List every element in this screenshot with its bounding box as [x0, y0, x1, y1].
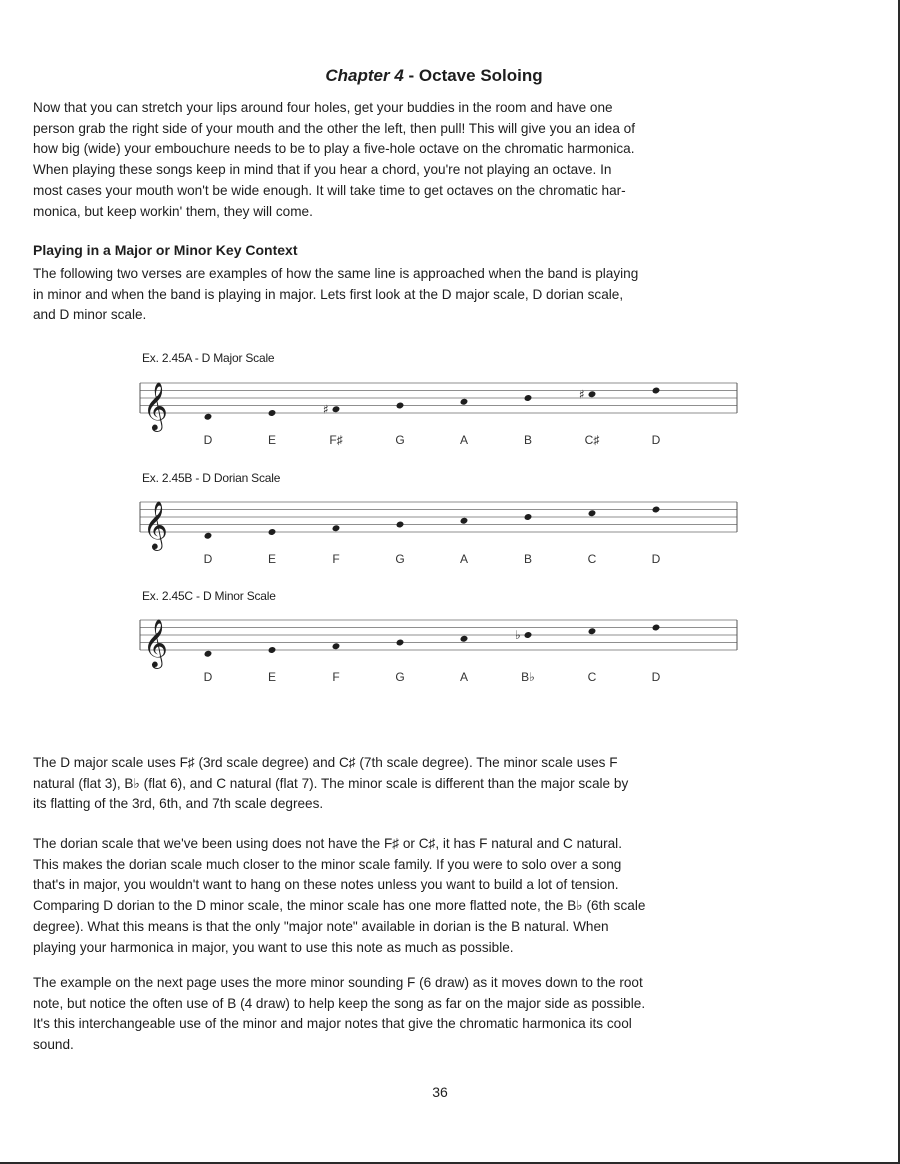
note-label: F♯ [329, 433, 343, 447]
note-head [460, 635, 469, 643]
note-label: A [459, 433, 469, 447]
staff-dorian [140, 494, 740, 569]
note-head [204, 650, 213, 658]
paragraph-line: degree). What this means is that the only "major note" available in dorian is the B natural. When [33, 918, 609, 934]
note-label: B [523, 552, 533, 566]
note-label: D [203, 670, 213, 684]
example-label-dorian: Ex. 2.45B - D Dorian Scale [142, 471, 281, 485]
paragraph-line: note, but notice the often use of B (4 draw) to help keep the song as far on the major side as possible. [33, 995, 646, 1011]
paragraph-line: in minor and when the band is playing in major. Lets first look at the D major scale, D dorian scale, [33, 286, 624, 302]
treble-clef-icon: 𝄞 [143, 381, 168, 430]
note-label: C [587, 670, 597, 684]
staff-major [140, 375, 740, 450]
title-separator: - [403, 66, 419, 85]
paragraph-line: most cases your mouth won't be wide enough. It will take time to get octaves on the chromatic har- [33, 182, 626, 198]
context-paragraph [33, 264, 841, 326]
paragraph-line: its flatting of the 3rd, 6th, and 7th scale degrees. [33, 796, 324, 812]
note-head [652, 506, 661, 514]
note-label: B [523, 433, 533, 447]
next-page-paragraph [33, 973, 841, 1056]
treble-clef-icon: 𝄞 [143, 618, 168, 667]
note-label: A [459, 552, 469, 566]
paragraph-line: that's in major, you wouldn't want to hang on these notes unless you want to build a lot of tension. [33, 877, 619, 893]
page-number: 36 [432, 1084, 448, 1100]
note-head [460, 517, 469, 525]
note-head [396, 402, 405, 410]
paragraph-line: how big (wide) your embouchure needs to be to play a five-hole octave on the chromatic harmonica. [33, 141, 635, 157]
paragraph-line: and D minor scale. [33, 307, 147, 323]
paragraph-line: The dorian scale that we've been using does not have the F♯ or C♯, it has F natural and C natural. [33, 836, 622, 851]
paragraph-line: playing your harmonica in major, you want to use this note as much as possible. [33, 939, 514, 955]
note-head [460, 398, 469, 406]
note-label: G [395, 433, 405, 447]
note-head [268, 528, 277, 536]
note-head [332, 642, 341, 650]
note-label: D [651, 433, 661, 447]
note-label: C [587, 552, 597, 566]
paragraph-line: The D major scale uses F♯ (3rd scale degree) and C♯ (7th scale degree). The minor scale uses F [33, 755, 618, 770]
section-heading: Playing in a Major or Minor Key Context [33, 242, 298, 258]
note-head [652, 387, 661, 395]
paragraph-line: Comparing D dorian to the D minor scale, the minor scale has one more flatted note, the B♭ (6th scale [33, 898, 646, 914]
note-head [524, 631, 533, 639]
paragraph-line: sound. [33, 1037, 74, 1053]
note-head [332, 405, 341, 413]
paragraph-line: This makes the dorian scale much closer to the minor scale family. If you were to solo over a song [33, 856, 622, 872]
note-head [524, 513, 533, 521]
note-head [524, 394, 533, 402]
example-label-minor: Ex. 2.45C - D Minor Scale [142, 589, 276, 603]
note-label: F [332, 670, 340, 684]
note-label: C♯ [584, 433, 600, 447]
note-label: E [267, 552, 277, 566]
note-head [588, 627, 597, 635]
note-head [588, 390, 597, 398]
paragraph-line: monica, but keep workin' them, they will come. [33, 203, 313, 219]
note-head [268, 646, 277, 654]
note-head [204, 413, 213, 421]
intro-paragraph [33, 98, 841, 222]
note-head [204, 532, 213, 540]
flat-icon: ♭ [515, 628, 521, 642]
note-label: A [459, 670, 469, 684]
note-head [588, 509, 597, 517]
paragraph-line: It's this interchangeable use of the minor and major notes that give the chromatic harmonica its cool [33, 1016, 632, 1032]
note-label: G [395, 670, 405, 684]
note-label: G [395, 552, 405, 566]
page-title [0, 66, 868, 86]
dorian-paragraph [33, 834, 841, 958]
note-label: D [203, 552, 213, 566]
scale-comparison-paragraph [33, 753, 841, 815]
note-head [396, 639, 405, 647]
paragraph-line: natural (flat 3), B♭ (flat 6), and C natural (flat 7). The minor scale is different than the major scale by [33, 775, 629, 791]
treble-clef-icon: 𝄞 [143, 500, 168, 549]
paragraph-line: Now that you can stretch your lips around four holes, get your buddies in the room and have one [33, 100, 613, 115]
note-label: F [332, 552, 340, 566]
sharp-icon: ♯ [323, 402, 329, 417]
note-label: D [203, 433, 213, 447]
note-head [268, 409, 277, 417]
note-head [396, 521, 405, 529]
example-label-major: Ex. 2.45A - D Major Scale [142, 351, 275, 365]
note-label: E [267, 433, 277, 447]
note-label: D [651, 552, 661, 566]
paragraph-line: The following two verses are examples of how the same line is approached when the band is playing [33, 266, 639, 281]
note-label: D [651, 670, 661, 684]
chapter-number: Chapter 4 [325, 66, 404, 85]
note-head [332, 524, 341, 532]
sharp-icon: ♯ [579, 387, 585, 402]
chapter-topic: Octave Soloing [418, 66, 543, 85]
note-label: E [267, 670, 277, 684]
paragraph-line: The example on the next page uses the more minor sounding F (6 draw) as it moves down to the root [33, 975, 643, 990]
note-head [652, 624, 661, 632]
paragraph-line: person grab the right side of your mouth and the other the left, then pull! This will give you an idea of [33, 120, 636, 136]
staff-minor [140, 612, 740, 687]
paragraph-line: When playing these songs keep in mind that if you hear a chord, you're not playing an octave. In [33, 162, 612, 178]
note-label: B♭ [521, 670, 535, 684]
